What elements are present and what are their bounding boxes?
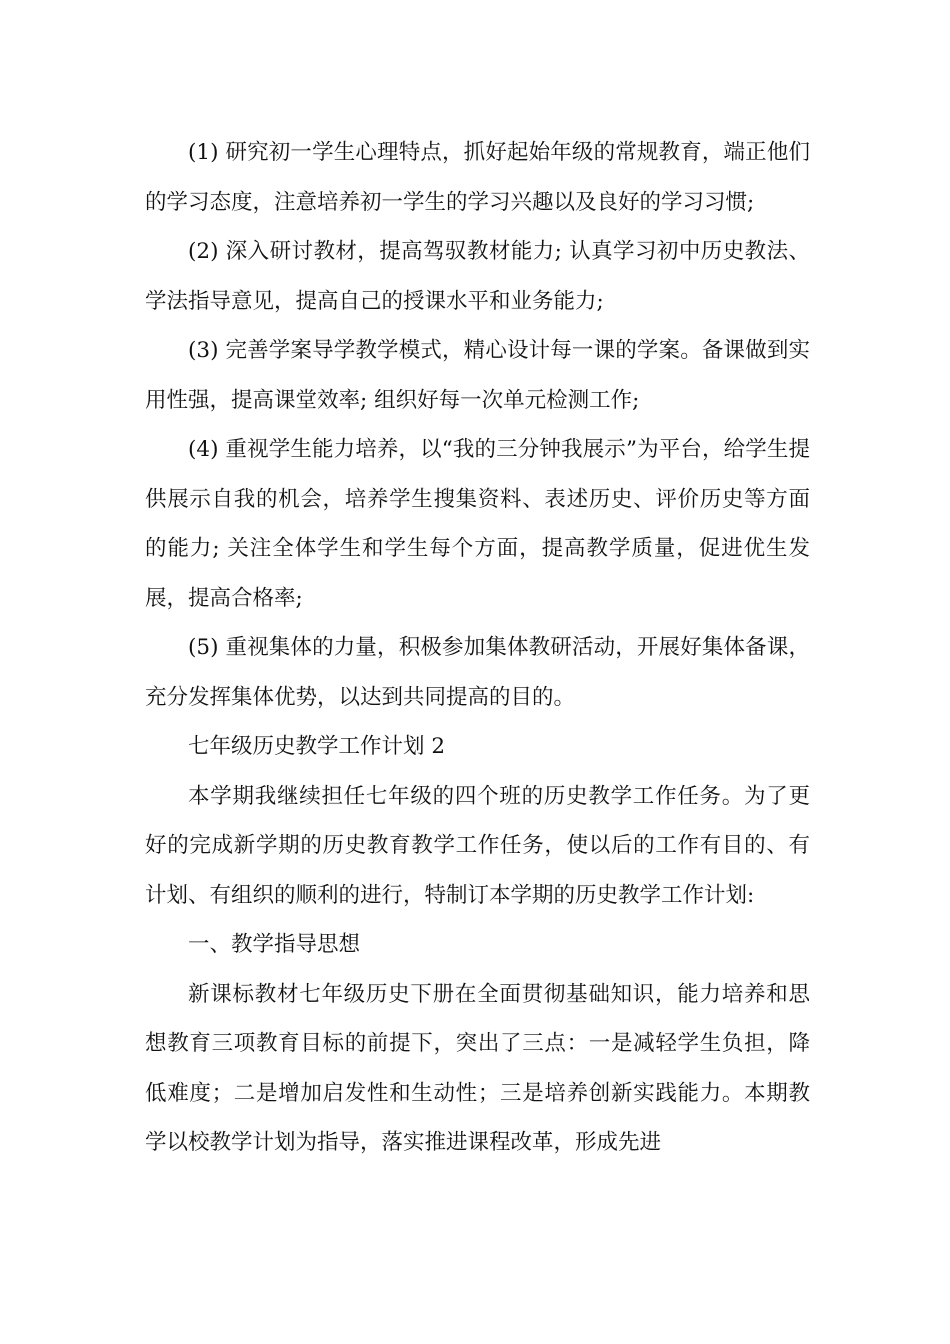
paragraph-item-2: (2) 深入研讨教材，提高驾驭教材能力; 认真学习初中历史教法、学法指导意见，提高自己的授课水平和业务能力; — [145, 239, 810, 314]
paragraph-item-3: (3) 完善学案导学教学模式，精心设计每一课的学案。备课做到实用性强，提高课堂效率; 组织好每一次单元检测工作; — [145, 338, 810, 413]
paragraph-item-5: (5) 重视集体的力量，积极参加集体教研活动，开展好集体备课，充分发挥集体优势，以达到共同提高的目的。 — [145, 635, 810, 710]
subheading: 一、教学指导思想 — [188, 932, 361, 957]
paragraph-item-1: (1) 研究初一学生心理特点，抓好起始年级的常规教育，端正他们的学习态度，注意培养初一学生的学习兴趣以及良好的学习习惯; — [145, 140, 810, 215]
intro-paragraph: 本学期我继续担任七年级的四个班的历史教学工作任务。为了更好的完成新学期的历史教育教学工作任务，使以后的工作有目的、有计划、有组织的顺利的进行，特制订本学期的历史教学工作计划: — [145, 783, 810, 908]
body-paragraph: 新课标教材七年级历史下册在全面贯彻基础知识，能力培养和思想教育三项教育目标的前提下，突出了三点：一是减轻学生负担，降低难度；二是增加启发性和生动性；三是培养创新实践能力。本期教学以校教学计划为指导，落实推进课程改革，形成先进 — [145, 981, 810, 1155]
paragraph-item-4: (4) 重视学生能力培养，以“我的三分钟我展示”为平台，给学生提供展示自我的机会，培养学生搜集资料、表述历史、评价历史等方面的能力; 关注全体学生和学生每个方面，提高教学质量，促进优生发展，提高合格率; — [145, 437, 810, 611]
document-page — [145, 128, 810, 1168]
section-title: 七年级历史教学工作计划 2 — [188, 734, 446, 759]
